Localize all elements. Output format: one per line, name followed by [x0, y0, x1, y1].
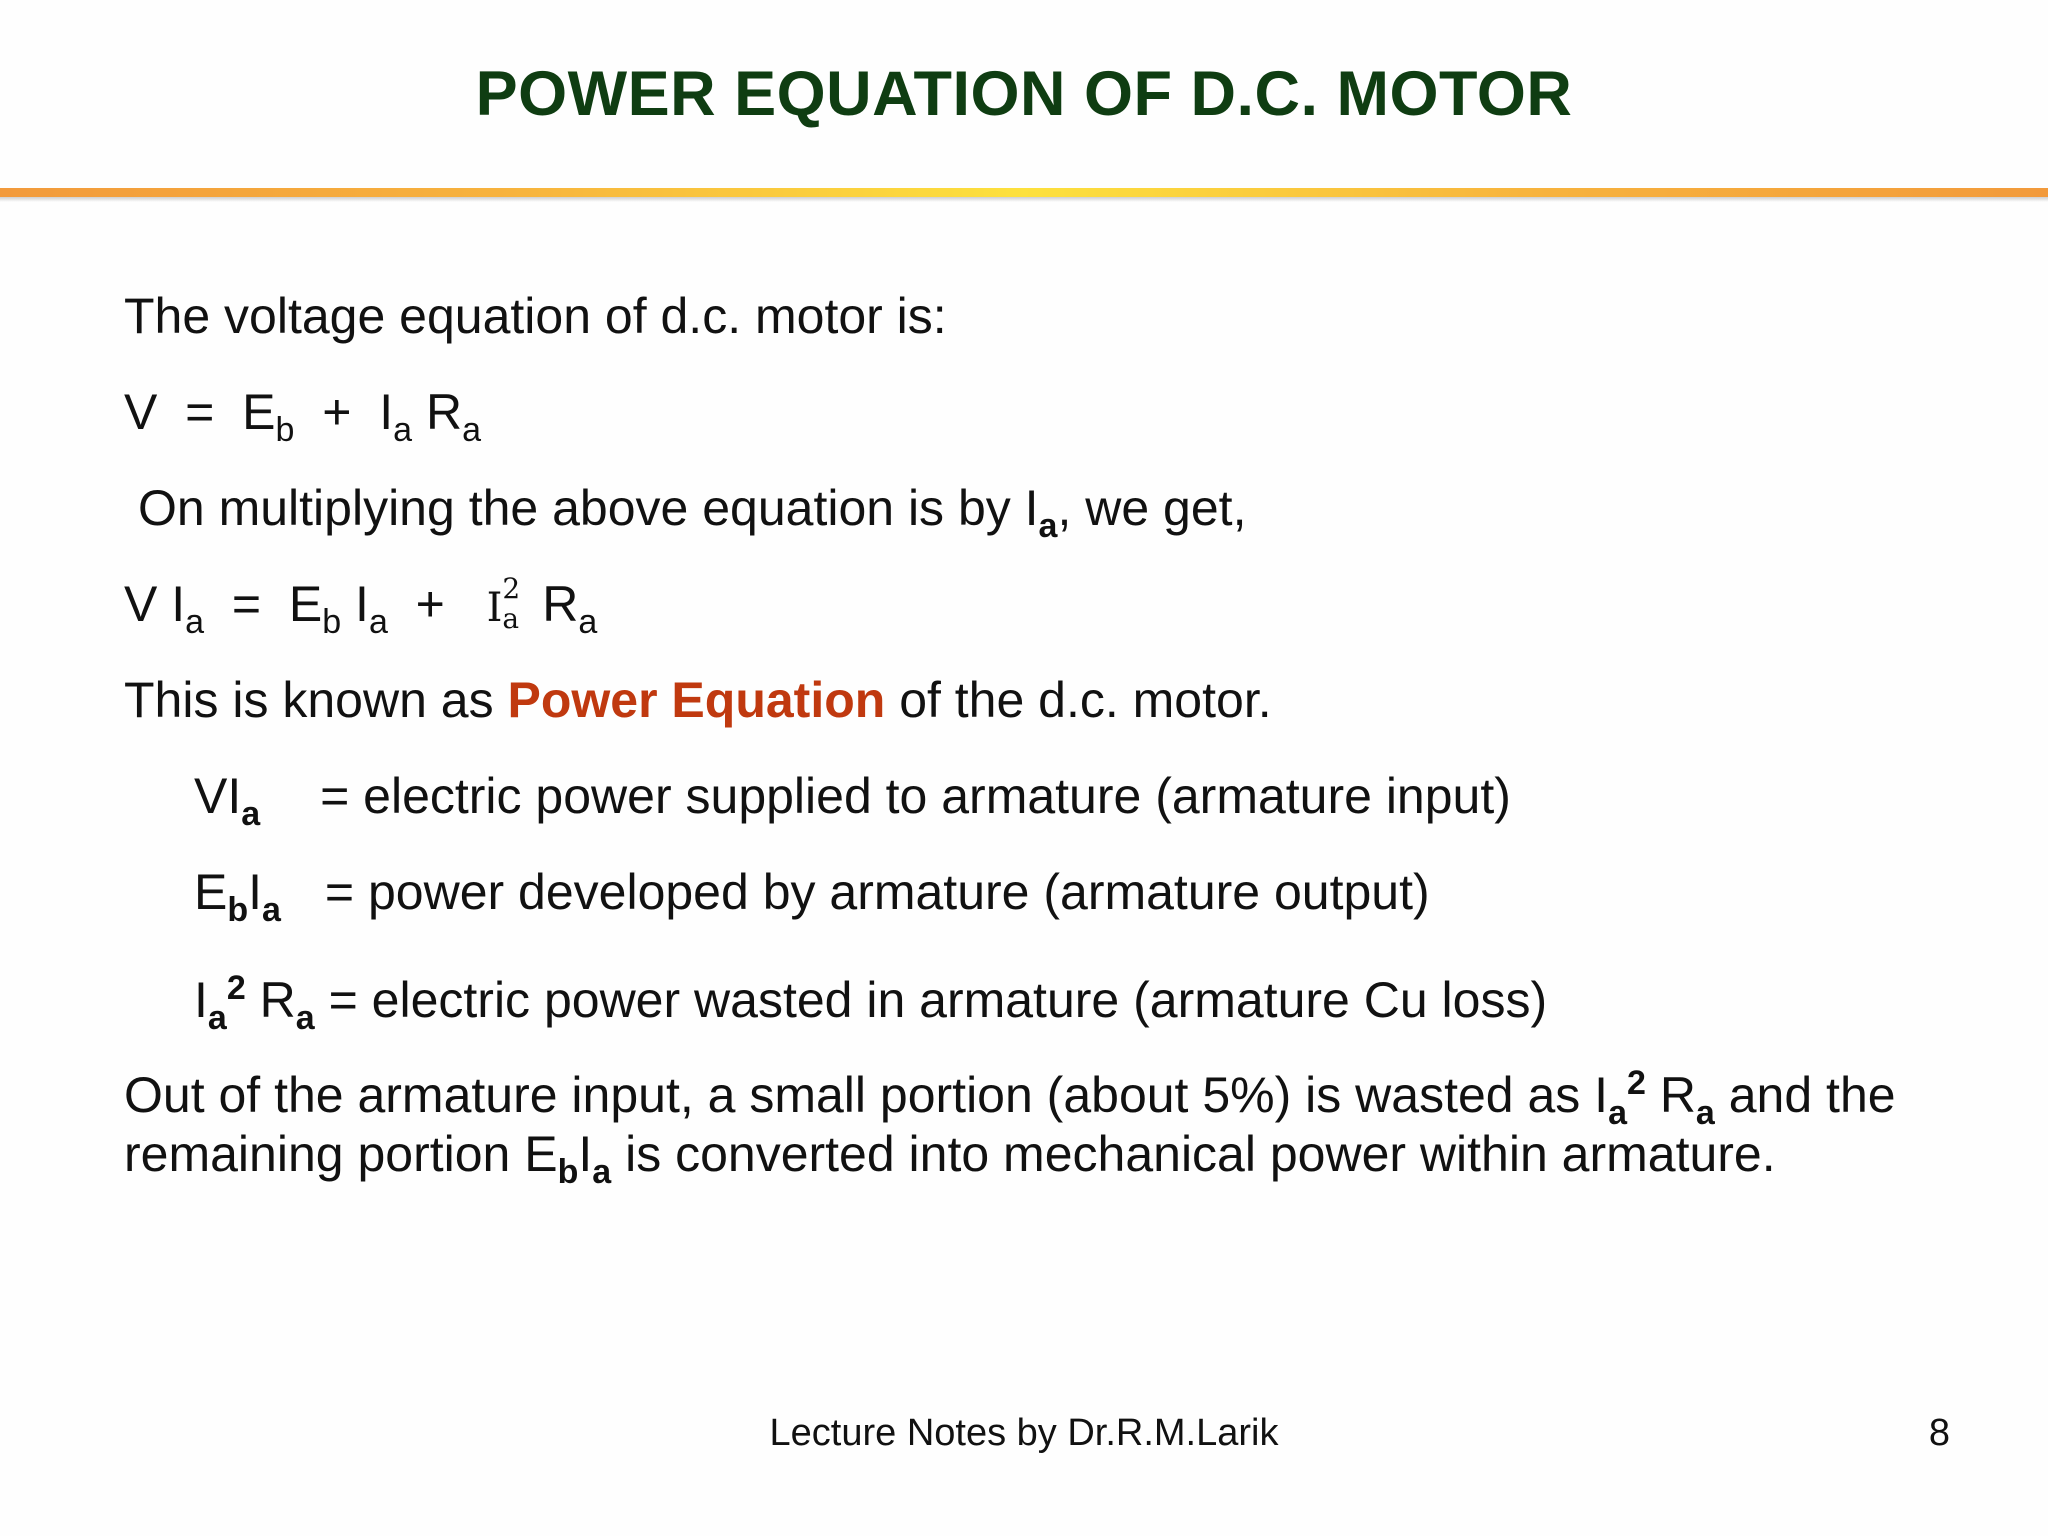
- def3-term2: R: [259, 972, 296, 1028]
- concl1-r: R: [1659, 1067, 1696, 1123]
- def3-text: = electric power wasted in armature (armature Cu loss): [328, 972, 1548, 1028]
- eq1-plus: +: [322, 384, 352, 440]
- eq2-e: E: [288, 576, 323, 632]
- concl2-text: remaining portion E: [124, 1126, 558, 1182]
- def2-term: E: [194, 864, 228, 920]
- eq2-plus: +: [415, 576, 445, 632]
- multiply-main: On multiplying the above equation is by I: [138, 480, 1039, 536]
- multiply-sub: a: [1038, 507, 1058, 545]
- multiply-text: [138, 478, 1246, 556]
- def2-text: = power developed by armature (armature output): [324, 864, 1430, 920]
- power-equation: [124, 574, 597, 652]
- def1-term: VI: [194, 768, 242, 824]
- concl2-sub1: b: [557, 1153, 579, 1191]
- eq2-i2-sub: a: [502, 602, 520, 635]
- conclusion-line-2: [124, 1124, 1776, 1202]
- definition-armature-cu-loss: [194, 958, 1547, 1048]
- def3-term-sub: a: [207, 999, 227, 1037]
- eq2-i: I: [355, 576, 369, 632]
- concl1-tail: and the: [1714, 1067, 1896, 1123]
- eq2-r: R: [542, 576, 579, 632]
- def3-term2-sub: a: [295, 999, 315, 1037]
- eq2-vi-sub: a: [185, 603, 205, 641]
- definition-armature-input: [194, 766, 1511, 844]
- concl1-r-sub: a: [1695, 1094, 1715, 1132]
- power-equation-highlight: Power Equation: [507, 672, 886, 728]
- eq1-i-sub: a: [393, 411, 413, 449]
- eq2-i2: I: [486, 585, 503, 631]
- eq2-i2-scripts: [502, 572, 528, 635]
- def2-term2: I: [248, 864, 263, 920]
- multiply-tail: , we get,: [1057, 480, 1247, 536]
- title-divider: [0, 188, 2048, 197]
- known-as-text: [124, 670, 1272, 730]
- definition-armature-output: [194, 862, 1430, 940]
- known-after: of the d.c. motor.: [885, 672, 1272, 728]
- def3-term: I: [194, 972, 208, 1028]
- eq1-e: E: [242, 384, 276, 440]
- concl2-tail: is converted into mechanical power within armature.: [611, 1126, 1776, 1182]
- concl1-text: Out of the armature input, a small portion (about 5%) is wasted as I: [124, 1067, 1609, 1123]
- eq2-i2-sup: 2: [502, 572, 521, 605]
- page-number: 8: [1928, 1412, 1950, 1454]
- voltage-equation: [124, 382, 481, 460]
- intro-text: The voltage equation of d.c. motor is:: [124, 288, 947, 344]
- eq1-e-sub: b: [275, 411, 295, 449]
- concl2-i: I: [578, 1126, 593, 1182]
- concl1-sub: a: [1608, 1094, 1627, 1132]
- def1-term-sub: a: [241, 795, 261, 833]
- eq1-v: V: [124, 384, 158, 440]
- known-before: This is known as: [124, 672, 508, 728]
- def3-term-sup: 2: [226, 969, 246, 1007]
- eq1-r: R: [425, 384, 463, 440]
- eq2-i-sub: a: [368, 603, 388, 641]
- concl1-sup: 2: [1626, 1064, 1646, 1102]
- eq1-i: I: [379, 384, 394, 440]
- eq2-r-sub: a: [578, 603, 598, 641]
- eq2-e-sub: b: [322, 603, 342, 641]
- slide-title: POWER EQUATION OF D.C. MOTOR: [475, 59, 1573, 129]
- eq2-equals: =: [231, 576, 262, 632]
- eq1-equals: =: [185, 384, 215, 440]
- def2-term-sub1: b: [227, 891, 249, 929]
- title-divider-shadow: [0, 197, 2048, 202]
- footer-author: Lecture Notes by Dr.R.M.Larik: [769, 1412, 1279, 1454]
- eq1-r-sub: a: [462, 411, 481, 449]
- def2-term-sub2: a: [262, 891, 281, 929]
- concl2-sub2: a: [592, 1153, 612, 1191]
- def1-text: = electric power supplied to armature (armature input): [320, 768, 1511, 824]
- eq2-vi: V I: [124, 576, 186, 632]
